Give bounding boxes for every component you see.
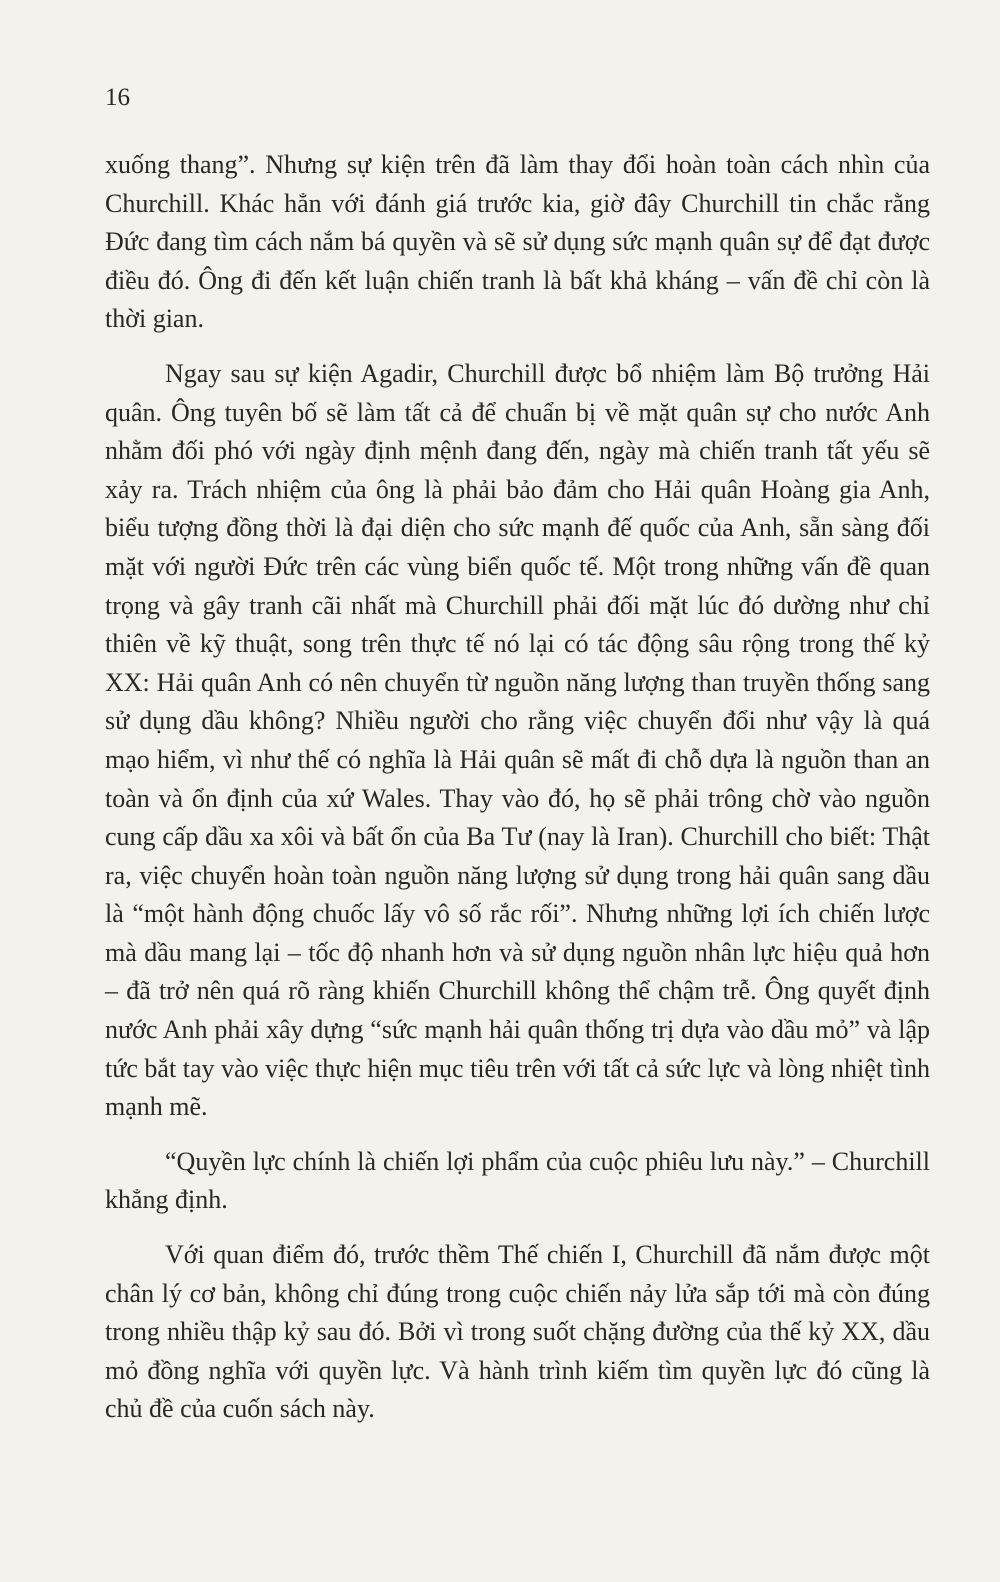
page-number: 16 [105,84,130,111]
paragraph-continuation: xuống thang”. Nhưng sự kiện trên đã làm thay đổi hoàn toàn cách nhìn của Churchill. Khác hẳn với đánh giá trước kia, giờ đây Churchill tin chắc rằng Đức đang tìm cách nắm bá quyền và sẽ sử dụng sức mạnh quân sự để đạt được điều đó. Ông đi đến kết luận chiến tranh là bất khả kháng – vấn đề chỉ còn là thời gian. [105,150,930,334]
paragraph-agadir: Ngay sau sự kiện Agadir, Churchill được bổ nhiệm làm Bộ trưởng Hải quân. Ông tuyên bố sẽ làm tất cả để chuẩn bị về mặt quân sự cho nước Anh nhằm đối phó với ngày định mệnh đang đến, ngày mà chiến tranh tất yếu sẽ xảy ra. Trách nhiệm của ông là phải bảo đảm cho Hải quân Hoàng gia Anh, biểu tượng đồng thời là đại diện cho sức mạnh đế quốc của Anh, sẵn sàng đối mặt với người Đức trên các vùng biển quốc tế. Một trong những vấn đề quan trọng và gây tranh cãi nhất mà Churchill phải đối mặt lúc đó dường như chỉ thiên về kỹ thuật, song trên thực tế nó lại có tác động sâu rộng trong thế kỷ XX: Hải quân Anh có nên chuyển từ nguồn năng lượng than truyền thống sang sử dụng dầu không? Nhiều người cho rằng việc chuyển đổi như vậy là quá mạo hiểm, vì như thế có nghĩa là Hải quân sẽ mất đi chỗ dựa là nguồn than an toàn và ổn định của xứ Wales. Thay vào đó, họ sẽ phải trông chờ vào nguồn cung cấp dầu xa xôi và bất ổn của Ba Tư (nay là Iran). Churchill cho biết: Thật ra, việc chuyển hoàn toàn nguồn năng lượng sử dụng trong hải quân sang dầu là “một hành động chuốc lấy vô số rắc rối”. Nhưng những lợi ích chiến lược mà dầu mang lại – tốc độ nhanh hơn và sử dụng nguồn nhân lực hiệu quả hơn – đã trở nên quá rõ ràng khiến Churchill không thể chậm trễ. Ông quyết định nước Anh phải xây dựng “sức mạnh hải quân thống trị dựa vào dầu mỏ” và lập tức bắt tay vào việc thực hiện mục tiêu trên với tất cả sức lực và lòng nhiệt tình mạnh mẽ. [105,358,930,1122]
paragraph-quote: “Quyền lực chính là chiến lợi phẩm của cuộc phiêu lưu này.” – Churchill khẳng định. [105,1146,930,1215]
paragraph-conclusion: Với quan điểm đó, trước thềm Thế chiến I, Churchill đã nắm được một chân lý cơ bản, không chỉ đúng trong cuộc chiến nảy lửa sắp tới mà còn đúng trong nhiều thập kỷ sau đó. Bởi vì trong suốt chặng đường của thế kỷ XX, dầu mỏ đồng nghĩa với quyền lực. Và hành trình kiếm tìm quyền lực đó cũng là chủ đề của cuốn sách này. [105,1240,930,1424]
